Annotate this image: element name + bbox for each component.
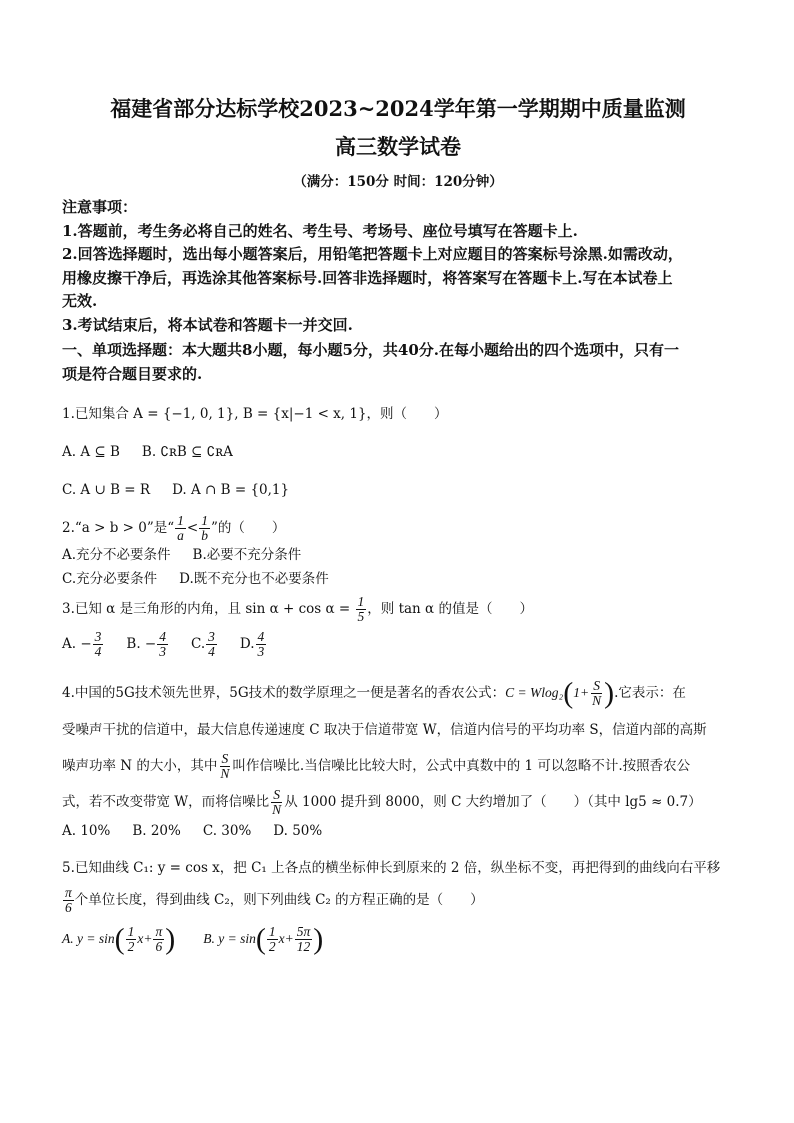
- exam-info: （满分：150分 时间：120分钟）: [293, 174, 503, 190]
- q3-option-b-label: B. −: [126, 636, 157, 652]
- question-3: [62, 595, 734, 659]
- q5-options: [62, 922, 734, 955]
- q5-line2-post: 个单位长度，得到曲线 C₂，则下列曲线 C₂ 的方程正确的是（ ）: [74, 891, 484, 908]
- q4-line3-frac: [218, 752, 231, 781]
- notes-item-2c: 无效.: [62, 292, 98, 310]
- notes-item-3: 3.考试结束后，将本试卷和答题卡一并交回.: [62, 315, 353, 334]
- q3-stem: [62, 595, 734, 624]
- q1-option-b: B. ∁ʀB ⊆ ∁ʀA: [141, 444, 233, 460]
- q2-frac-2: [199, 514, 210, 543]
- q5-a-frac-2: [153, 925, 164, 954]
- q5-b-frac-2: [295, 925, 313, 954]
- q3-option-d-frac: [256, 630, 267, 659]
- notes-heading: 注意事项：: [62, 198, 138, 216]
- q4-line4-post: 从 1000 提升到 8000，则 C 大约增加了（ ）（其中 lg5 ≈ 0.7）: [284, 793, 702, 810]
- q2-option-c: C.充分必要条件: [62, 571, 158, 587]
- q2-frac-1: [175, 514, 186, 543]
- q5-a-mid: x+: [137, 930, 153, 946]
- q4-formula-pre: C = Wlog₂: [505, 685, 564, 700]
- q4-line-3: [62, 748, 734, 784]
- q2-stem-pre: 2.“a > b > 0”是“: [62, 520, 175, 536]
- q2-frac-1-den: a: [177, 528, 184, 543]
- q5-line-1: 5.已知曲线 C₁: y = cos x，把 C₁ 上各点的横坐标伸长到原来的 2 倍，纵坐标不变，再把得到的曲线向右平移: [62, 859, 721, 876]
- q5-line-2: [62, 886, 734, 915]
- q5-b-close: ): [313, 922, 324, 955]
- q3-d-den: 3: [257, 644, 265, 659]
- q4-option-d: D. 50%: [273, 822, 323, 839]
- q4-formula-frac-den: N: [592, 693, 602, 708]
- section-line-1: 一、单项选择题：本大题共8小题，每小题5分，共40分.在每小题给出的四个选项中，只有一: [62, 341, 679, 359]
- notes-block: [62, 196, 734, 337]
- q5-a-frac-2-num: π: [155, 923, 163, 939]
- q4-line3-pre: 噪声功率 N 的大小，其中: [62, 757, 218, 774]
- q5-b-frac-1-den: 2: [268, 938, 276, 954]
- q3-d-num: 4: [257, 629, 265, 644]
- q3-option-c: [191, 630, 218, 659]
- exam-page: [62, 96, 734, 954]
- q4-line4-frac-num: S: [273, 786, 281, 802]
- q2-lt: <: [186, 520, 199, 536]
- notes-item-1: 1.答题前，考生务必将自己的姓名、考生号、考场号、座位号填写在答题卡上.: [62, 221, 578, 240]
- q1-options-row2: [62, 480, 734, 500]
- q3-stem-pre: 3.已知 α 是三角形的内角，且 sin α + cos α =: [62, 601, 355, 617]
- q4-line3-post: 叫作信噪比.当信噪比比较大时，公式中真数中的 1 可以忽略不计.按照香农公: [232, 757, 691, 774]
- q2-options-row1: [62, 545, 734, 565]
- q3-option-d: [240, 630, 267, 659]
- question-1: [62, 404, 734, 500]
- q1-stem: 1.已知集合 A = {−1, 0, 1}, B = {x|−1 < x, 1}，则（ ）: [62, 406, 448, 422]
- question-4: [62, 675, 734, 842]
- q1-option-c: C. A ∪ B = R: [62, 482, 151, 498]
- notes-item-2a: 2.回答选择题时，选出每小题答案后，用铅笔把答题卡上对应题目的答案标号涂黑.如需改动，: [62, 245, 683, 263]
- q2-option-d: D.既不充分也不必要条件: [179, 571, 329, 587]
- q1-option-a: A. A ⊆ B: [62, 444, 120, 460]
- q3-b-den: 3: [159, 644, 166, 659]
- q3-frac: [356, 595, 367, 624]
- q3-option-c-frac: [206, 630, 217, 659]
- q4-formula-close: ): [604, 676, 615, 710]
- q3-options: [62, 630, 734, 659]
- q5-a-pre: A. y = sin: [62, 930, 115, 946]
- q5-frac: [63, 886, 74, 915]
- q5-frac-den: 6: [65, 899, 72, 915]
- q4-line3-frac-num: S: [221, 750, 229, 766]
- q3-option-a-label: A. −: [62, 636, 92, 652]
- q3-frac-num: 1: [357, 594, 365, 609]
- q5-a-frac-1-den: 2: [127, 938, 135, 954]
- q4-line-1: [62, 675, 734, 712]
- q3-option-a: [62, 630, 104, 659]
- q3-option-c-label: C.: [190, 636, 206, 652]
- q4-line-2: 受噪声干扰的信道中，最大信息传递速度 C 取决于信道带宽 W，信道内信号的平均功率 S，信道内部的高斯: [62, 721, 707, 738]
- q5-a-close: ): [165, 922, 176, 955]
- q5-b-frac-2-den: 12: [296, 938, 311, 954]
- q2-frac-1-num: 1: [177, 513, 184, 528]
- q1-option-d: D. A ∩ B = {0,1}: [172, 482, 290, 498]
- q4-line1-pre: 4.中国的5G技术领先世界，5G技术的数学原理之一便是著名的香农公式：: [62, 685, 506, 701]
- q3-option-a-frac: [93, 630, 104, 659]
- exam-subtitle: 高三数学试卷: [335, 134, 461, 159]
- q3-option-d-label: D.: [239, 636, 255, 652]
- question-2: [62, 514, 734, 589]
- q4-formula-frac-num: S: [593, 678, 600, 693]
- q4-option-a: A. 10%: [62, 822, 111, 839]
- q3-a-den: 4: [94, 644, 102, 659]
- q3-b-num: 4: [159, 629, 166, 644]
- q3-stem-post: ，则 tan α 的值是（ ）: [367, 601, 533, 617]
- q4-line1-post: .它表示：在: [614, 685, 686, 701]
- section-line-2: 项是符合题目要求的.: [62, 364, 203, 383]
- q2-stem: [62, 514, 734, 543]
- notes-item-2b: 用橡皮擦干净后，再选涂其他答案标号.回答非选择题时，将答案写在答题卡上.写在本试卷上: [62, 268, 673, 287]
- q4-line3-frac-den: N: [220, 765, 230, 781]
- q4-options: [62, 820, 734, 842]
- section-heading: [62, 339, 734, 386]
- q4-formula-open: (: [563, 676, 574, 710]
- q3-option-b: [126, 630, 169, 659]
- q5-b-mid: x+: [278, 930, 294, 946]
- q2-option-a: A.充分不必要条件: [62, 547, 171, 563]
- q2-option-b: B.必要不充分条件: [192, 547, 302, 563]
- q5-a-open: (: [114, 922, 125, 955]
- q3-option-b-frac: [157, 630, 168, 659]
- q4-option-c: C. 30%: [202, 822, 252, 839]
- q5-option-a: [62, 922, 176, 955]
- q5-b-frac-2-num: 5π: [296, 923, 311, 939]
- q2-options-row2: [62, 569, 734, 589]
- q5-b-frac-1-num: 1: [268, 923, 276, 939]
- q5-a-frac-1-num: 1: [127, 923, 135, 939]
- q4-formula-frac: [590, 679, 603, 708]
- q2-frac-2-num: 1: [201, 513, 208, 528]
- exam-title: 福建省部分达标学校2023~2024学年第一学期期中质量监测: [110, 96, 686, 121]
- question-5: [62, 858, 734, 954]
- q5-frac-num: π: [65, 884, 72, 900]
- q4-formula-one: 1+: [573, 685, 590, 700]
- q5-a-frac-1: [126, 925, 137, 954]
- q4-line4-pre: 式，若不改变带宽 W，而将信噪比: [62, 793, 270, 810]
- q1-options-row1: [62, 442, 734, 462]
- q5-b-pre: B. y = sin: [203, 930, 256, 946]
- q2-frac-2-den: b: [201, 528, 208, 543]
- q3-c-den: 4: [208, 644, 215, 659]
- q4-line4-frac-den: N: [272, 801, 282, 817]
- q2-stem-post: ”的（ ）: [210, 520, 286, 536]
- q5-b-frac-1: [267, 925, 278, 954]
- q4-line4-frac: [270, 788, 283, 817]
- q4-line-4: [62, 784, 734, 820]
- q5-a-frac-2-den: 6: [155, 938, 163, 954]
- q3-a-num: 3: [94, 629, 102, 644]
- q3-frac-den: 5: [357, 609, 365, 624]
- q5-option-b: [203, 922, 324, 955]
- q5-b-open: (: [255, 922, 266, 955]
- q3-c-num: 3: [208, 629, 215, 644]
- q4-option-b: B. 20%: [132, 822, 181, 839]
